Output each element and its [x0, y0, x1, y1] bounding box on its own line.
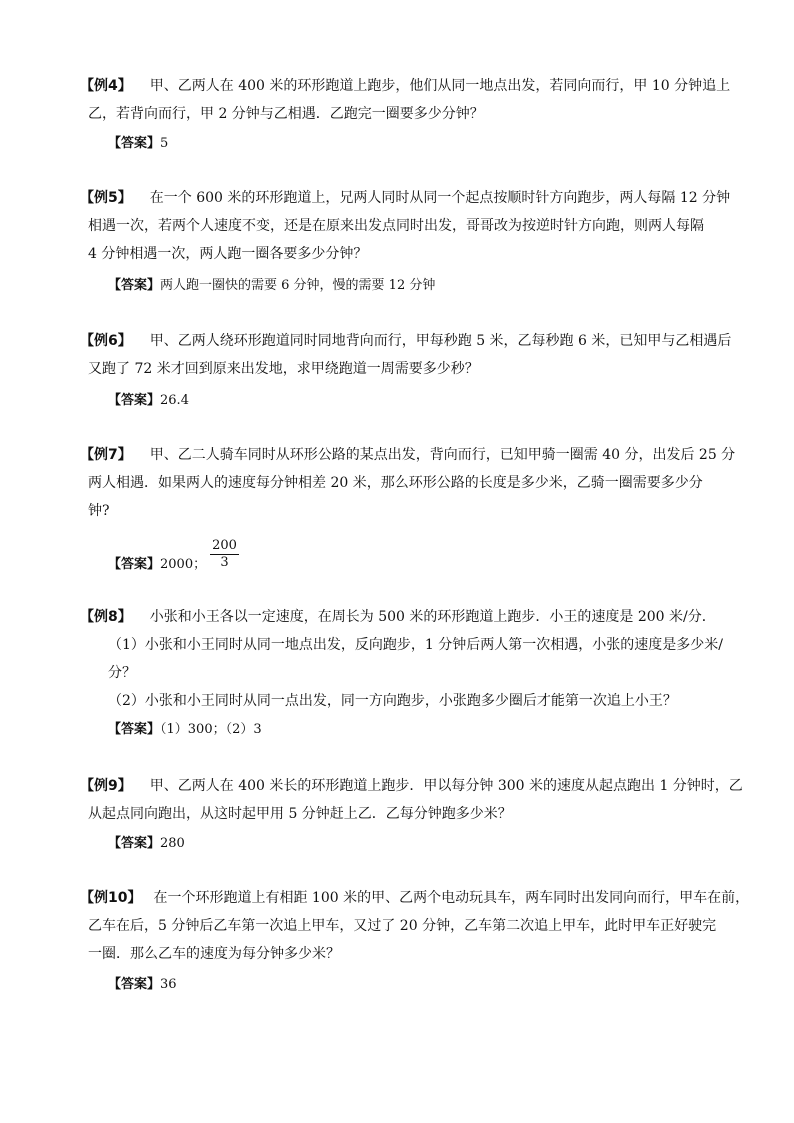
answer-label: 【答案】	[108, 977, 161, 992]
problem-text-line: 甲、乙两人在 400 米长的环形跑道上跑步．甲以每分钟 300 米的速度从起点跑出 1 分钟时，乙	[149, 778, 743, 794]
answer-value: 280	[160, 836, 185, 851]
problem-text-line: 在一个环形跑道上有相距 100 米的甲、乙两个电动玩具车，两车同时出发同向而行，甲车在前，	[153, 890, 750, 906]
problem-text-line: 两人相遇．如果两人的速度每分钟相差 20 米，那么环形公路的长度是多少米，乙骑一圈需要多少分	[88, 475, 703, 491]
answer-label: 【答案】	[108, 836, 161, 851]
problem-text-line: 4 分钟相遇一次，两人跑一圈各要多少分钟？	[88, 246, 368, 262]
problem-text-line: 一圈．那么乙车的速度为每分钟多少米？	[88, 946, 340, 962]
answer-9	[108, 834, 185, 854]
problem-label: 【例10】	[80, 890, 142, 906]
answer-label: 【答案】	[108, 557, 161, 572]
problem-text-line: 钟?	[88, 503, 110, 519]
answer-value: 两人跑一圈快的需要 6 分钟，慢的需要 12 分钟	[160, 278, 436, 293]
problem-text-line: 小张和小王各以一定速度，在周长为 500 米的环形跑道上跑步．小王的速度是 200 米/分．	[149, 609, 716, 625]
answer-value: 2000；	[160, 557, 207, 572]
problem-text-line: 乙，若背向而行，甲 2 分钟与乙相遇．乙跑完一圈要多少分钟？	[88, 106, 484, 122]
answer-label: 【答案】	[108, 393, 161, 408]
problem-7	[80, 441, 736, 525]
answer-6	[108, 391, 189, 411]
problem-10	[80, 884, 750, 968]
problem-text-line: 又跑了 72 米才回到原来出发地，求甲绕跑道一周需要多少秒？	[88, 361, 479, 377]
sub-question-2: （2）小张和小王同时从同一点出发，同一方向跑步，小张跑多少圈后才能第一次追上小王？	[108, 693, 677, 709]
problem-label: 【例7】	[80, 447, 132, 463]
problem-text-line: 在一个 600 米的环形跑道上，兄两人同时从同一个起点按顺时针方向跑步，两人每隔 12 分钟	[149, 190, 731, 206]
problem-label: 【例6】	[80, 333, 132, 349]
answer-8	[108, 720, 262, 740]
problem-text-line: 甲、乙两人在 400 米的环形跑道上跑步，他们从同一地点出发，若同向而行，甲 10 分钟追上	[149, 78, 731, 94]
answer-4	[108, 134, 168, 154]
problem-label: 【例9】	[80, 778, 132, 794]
answer-10	[108, 975, 177, 995]
answer-value: 36	[160, 977, 177, 992]
problem-text-line: 相遇一次，若两个人速度不变，还是在原来出发点同时出发，哥哥改为按逆时针方向跑，则两人每隔	[88, 218, 704, 234]
answer-value: 5	[160, 136, 169, 151]
answer-7	[108, 538, 239, 581]
sub-question-1: （1）小张和小王同时从同一地点出发，反向跑步，1 分钟后两人第一次相遇，小张的速度是多少米/	[108, 637, 723, 653]
answer-label: 【答案】	[108, 278, 161, 293]
sub-question-1-cont: 分？	[108, 665, 136, 681]
problem-6	[80, 327, 732, 383]
problem-label: 【例5】	[80, 190, 132, 206]
answer-5	[108, 276, 435, 296]
answer-label: 【答案】	[108, 722, 161, 737]
problem-text-line: 乙车在后，5 分钟后乙车第一次追上甲车，又过了 20 分钟，乙车第二次追上甲车，此时甲车正好驶完	[88, 918, 717, 934]
problem-4	[80, 72, 731, 128]
problem-5	[80, 184, 731, 268]
fraction	[210, 538, 239, 571]
problem-text-line: 甲、乙两人绕环形跑道同时同地背向而行，甲每秒跑 5 米，乙每秒跑 6 米，已知甲与乙相遇后	[149, 333, 732, 349]
fraction-numerator: 200	[212, 538, 237, 553]
answer-value: （1）300；（2）3	[160, 722, 262, 737]
fraction-denominator: 3	[220, 555, 229, 570]
problem-9	[80, 772, 743, 828]
answer-label: 【答案】	[108, 136, 161, 151]
problem-label: 【例4】	[80, 78, 132, 94]
problem-label: 【例8】	[80, 609, 132, 625]
problem-8	[80, 603, 725, 715]
problem-text-line: 甲、乙二人骑车同时从环形公路的某点出发，背向而行，已知甲骑一圈需 40 分，出发后 25 分	[149, 447, 736, 463]
problem-text-line: 从起点同向跑出，从这时起甲用 5 分钟赶上乙．乙每分钟跑多少米？	[88, 806, 512, 822]
answer-value: 26.4	[160, 393, 189, 408]
